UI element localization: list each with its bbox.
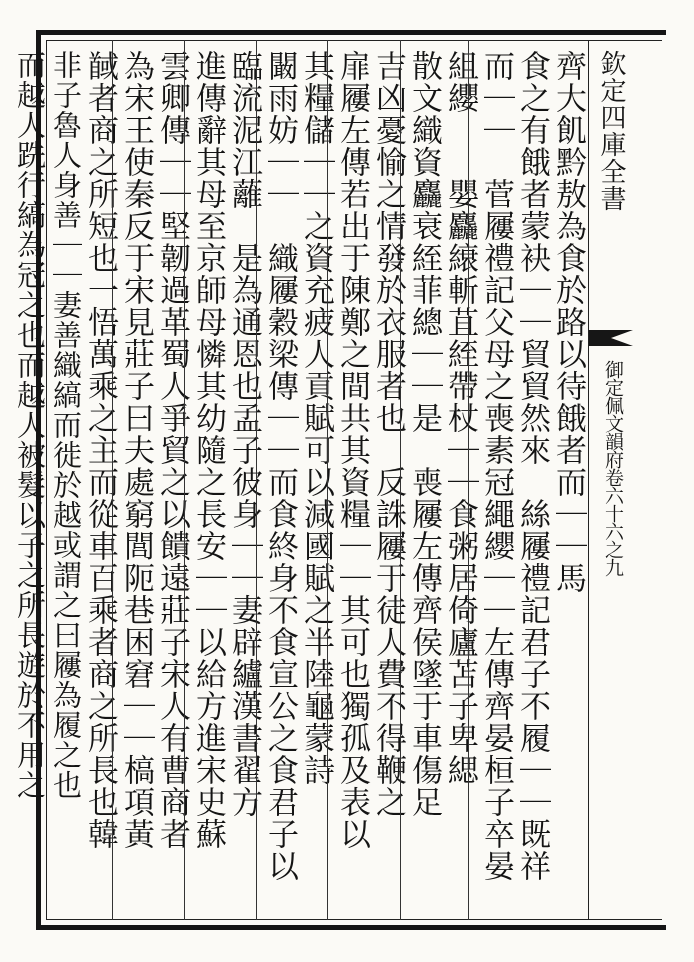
text-column: [152, 50, 192, 916]
text-column: [404, 50, 444, 916]
header-column: [588, 40, 632, 920]
text-column: [116, 50, 156, 916]
column-rule: [468, 40, 469, 920]
column-text: 而｜｜ 菅屨禮記父母之喪素冠繩纓｜｜左傳齊晏桓子卒晏: [478, 50, 514, 882]
column-text: 為宋王使秦反于宋見莊子曰夫處窮閭阨巷困窘｜｜槁項黃: [118, 50, 154, 850]
column-rule: [112, 40, 113, 920]
column-text: 散文織資麤衰絰菲總｜｜是 喪屨左傳齊侯墜于車傷足: [406, 50, 442, 818]
column-rule: [327, 40, 328, 920]
column-text: 組纓 嬰麤縗斬苴絰帶杖｜｜食粥居倚廬苫子卑緦: [442, 50, 478, 786]
text-column: [332, 50, 372, 916]
text-column: [46, 50, 82, 916]
column-text: 雲卿傳｜｜堅韌過革蜀人爭貿之以饋遠莊子宋人有曹商者: [154, 50, 190, 850]
volume-label: 御定佩文韻府卷六十六之九: [602, 360, 624, 576]
column-text: 而越人跣行縞為冠之也而越人被髮以子之所長遊於不用之: [13, 50, 47, 800]
fishtail-ornament: [589, 330, 633, 346]
text-column: [224, 50, 264, 916]
text-column: [260, 50, 300, 916]
text-column: [10, 50, 46, 916]
column-text: 食之有餓者蒙袂｜｜貿貿然來 絲屨禮記君子不履｜｜既祥: [514, 50, 550, 882]
text-column: [440, 50, 480, 916]
column-text: 馘者商之所短也一悟萬乘之主而從車百乘者商之所長也韓: [82, 50, 118, 850]
column-rule: [184, 40, 185, 920]
column-text: 其糧儲｜｜之資充疲人貢賦可以減國賦之半陸龜蒙詩: [298, 50, 334, 786]
book-title: 欽定四庫全書: [596, 50, 626, 212]
text-column: [188, 50, 228, 916]
column-text: 齊大飢黔敖為食於路以待餓者而｜｜馬: [550, 50, 586, 594]
column-text: 非子魯人身善｜｜妻善織縞而徙於越或謂之曰屨為履之也: [49, 50, 83, 800]
column-text: 吉凶憂愉之情發於衣服者也 反誅屨于徒人費不得鞭之: [370, 50, 406, 818]
text-column: [548, 50, 588, 916]
column-text: 臨流泥江蘺 是為通恩也孟子彼身｜｜妻辟纑漢書翟方: [226, 50, 262, 818]
column-rule: [256, 40, 257, 920]
text-column: [476, 50, 516, 916]
text-column: [512, 50, 552, 916]
text-column: [296, 50, 336, 916]
text-column: [368, 50, 408, 916]
column-text: 進傳辭其母至京師母憐其幼隨之長安｜｜以給方進宋史蘇: [190, 50, 226, 850]
column-text: 扉屨左傳若出于陳鄭之間共其資糧｜｜其可也獨孤及表以: [334, 50, 370, 850]
text-column: [80, 50, 120, 916]
column-text: 闞雨妨｜｜ 織屨穀梁傳｜｜而食終身不食宣公之食君子以: [262, 50, 298, 882]
column-rule: [400, 40, 401, 920]
